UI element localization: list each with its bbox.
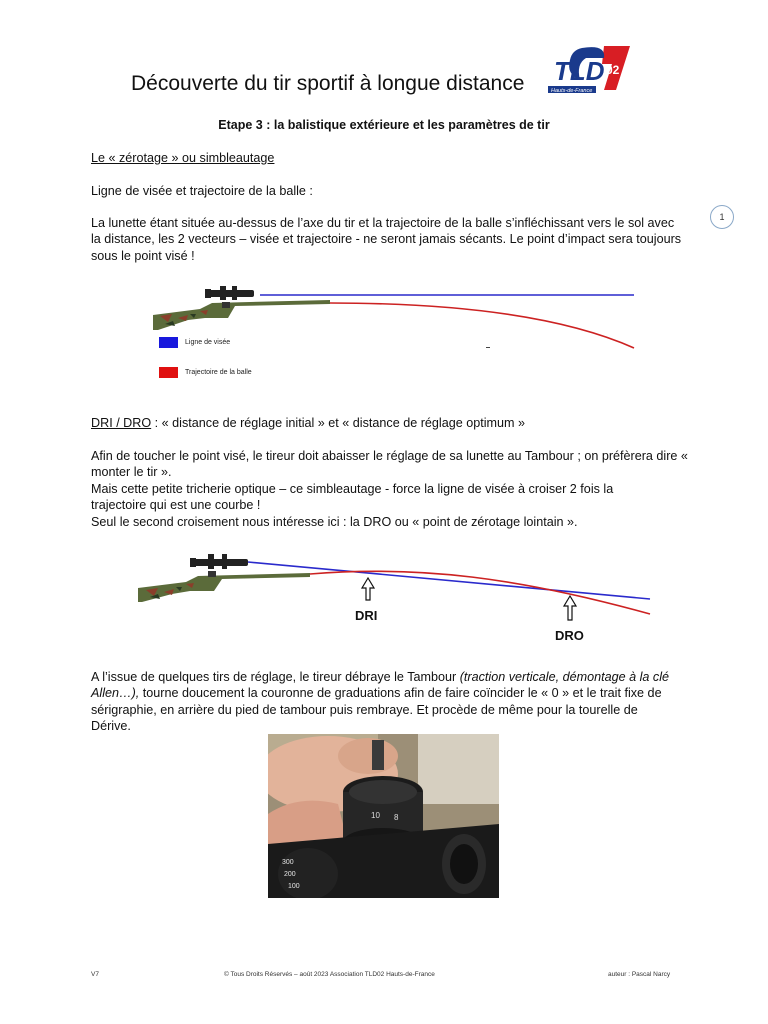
logo-subtitle: Hauts-de-France [551, 88, 593, 94]
section3-text-a: A l’issue de quelques tirs de réglage, le tireur débraye le Tambour [91, 670, 460, 684]
label-dro: DRO [555, 628, 584, 643]
logo-number: 02 [606, 63, 620, 77]
dial-number-8: 8 [394, 813, 399, 822]
dial-number-300: 300 [282, 859, 294, 866]
section2-paragraph-2: Mais cette petite tricherie optique – ce simbleautage - force la ligne de visée à croiser 2 fois la trajectoire qui est une courbe ! [91, 482, 614, 513]
rifle-icon-2 [138, 554, 310, 602]
arrow-dri-icon [362, 578, 374, 600]
section2-paragraph-1: Afin de toucher le point visé, le tireur doit abaisser le réglage de sa lunette au Tambour ; on préfèrera dire « monter le tir ». [91, 449, 688, 480]
step-title: Etape 3 : la balistique extérieure et les paramètres de tir [218, 118, 550, 132]
dri-dro-heading-rest: : « distance de réglage initial » et « distance de réglage optimum » [151, 416, 526, 430]
arrow-dro-icon [564, 596, 576, 620]
section-subheading: Ligne de visée et trajectoire de la balle : [91, 184, 313, 198]
dial-number-200: 200 [284, 871, 296, 878]
page-number-badge: 1 [710, 205, 734, 229]
section-paragraph: La lunette étant située au-dessus de l’axe du tir et la trajectoire de la balle s’infléchissant vers le sol avec la distance, les 2 vecteurs – visée et trajectoire - ne seront jamais sécants. Le point d’impact sera toujours sous le point visé ! [91, 216, 682, 263]
scope-turret-photo [268, 734, 499, 898]
footer-copyright: © Tous Droits Réservés – août 2023 Association TLD02 Hauts-de-France [224, 971, 435, 978]
section2-paragraph-3: Seul le second croisement nous intéresse ici : la DRO ou « point de zérotage lointain ». [91, 515, 578, 529]
footer-version: V7 [91, 971, 99, 978]
section3-text-italic: (traction verticale, démontage à la clé Allen…), [91, 670, 670, 701]
section3-text-b: tourne doucement la couronne de graduations afin de faire coïncider le « 0 » et le trait fixe de sérigraphie, en arrière du pied de tambour puis rembraye. Et procède de même pour la tourelle de Dérive. [91, 686, 662, 733]
dial-number-10: 10 [371, 811, 380, 820]
dri-dro-heading: DRI / DRO [91, 416, 152, 430]
section-heading-zerotage: Le « zérotage » ou simbleautage [91, 151, 275, 165]
footer-author: auteur : Pascal Narcy [608, 971, 671, 978]
sight-line-2 [248, 562, 650, 599]
page-title: Découverte du tir sportif à longue distance [131, 72, 525, 95]
legend-label-line: Ligne de visée [185, 339, 231, 346]
logo-text: TLD [554, 56, 605, 86]
label-dri: DRI [355, 608, 378, 623]
section3-paragraph [91, 669, 681, 734]
dial-number-100: 100 [288, 883, 300, 890]
legend-label-trajectory: Trajectoire de la balle [185, 369, 252, 376]
